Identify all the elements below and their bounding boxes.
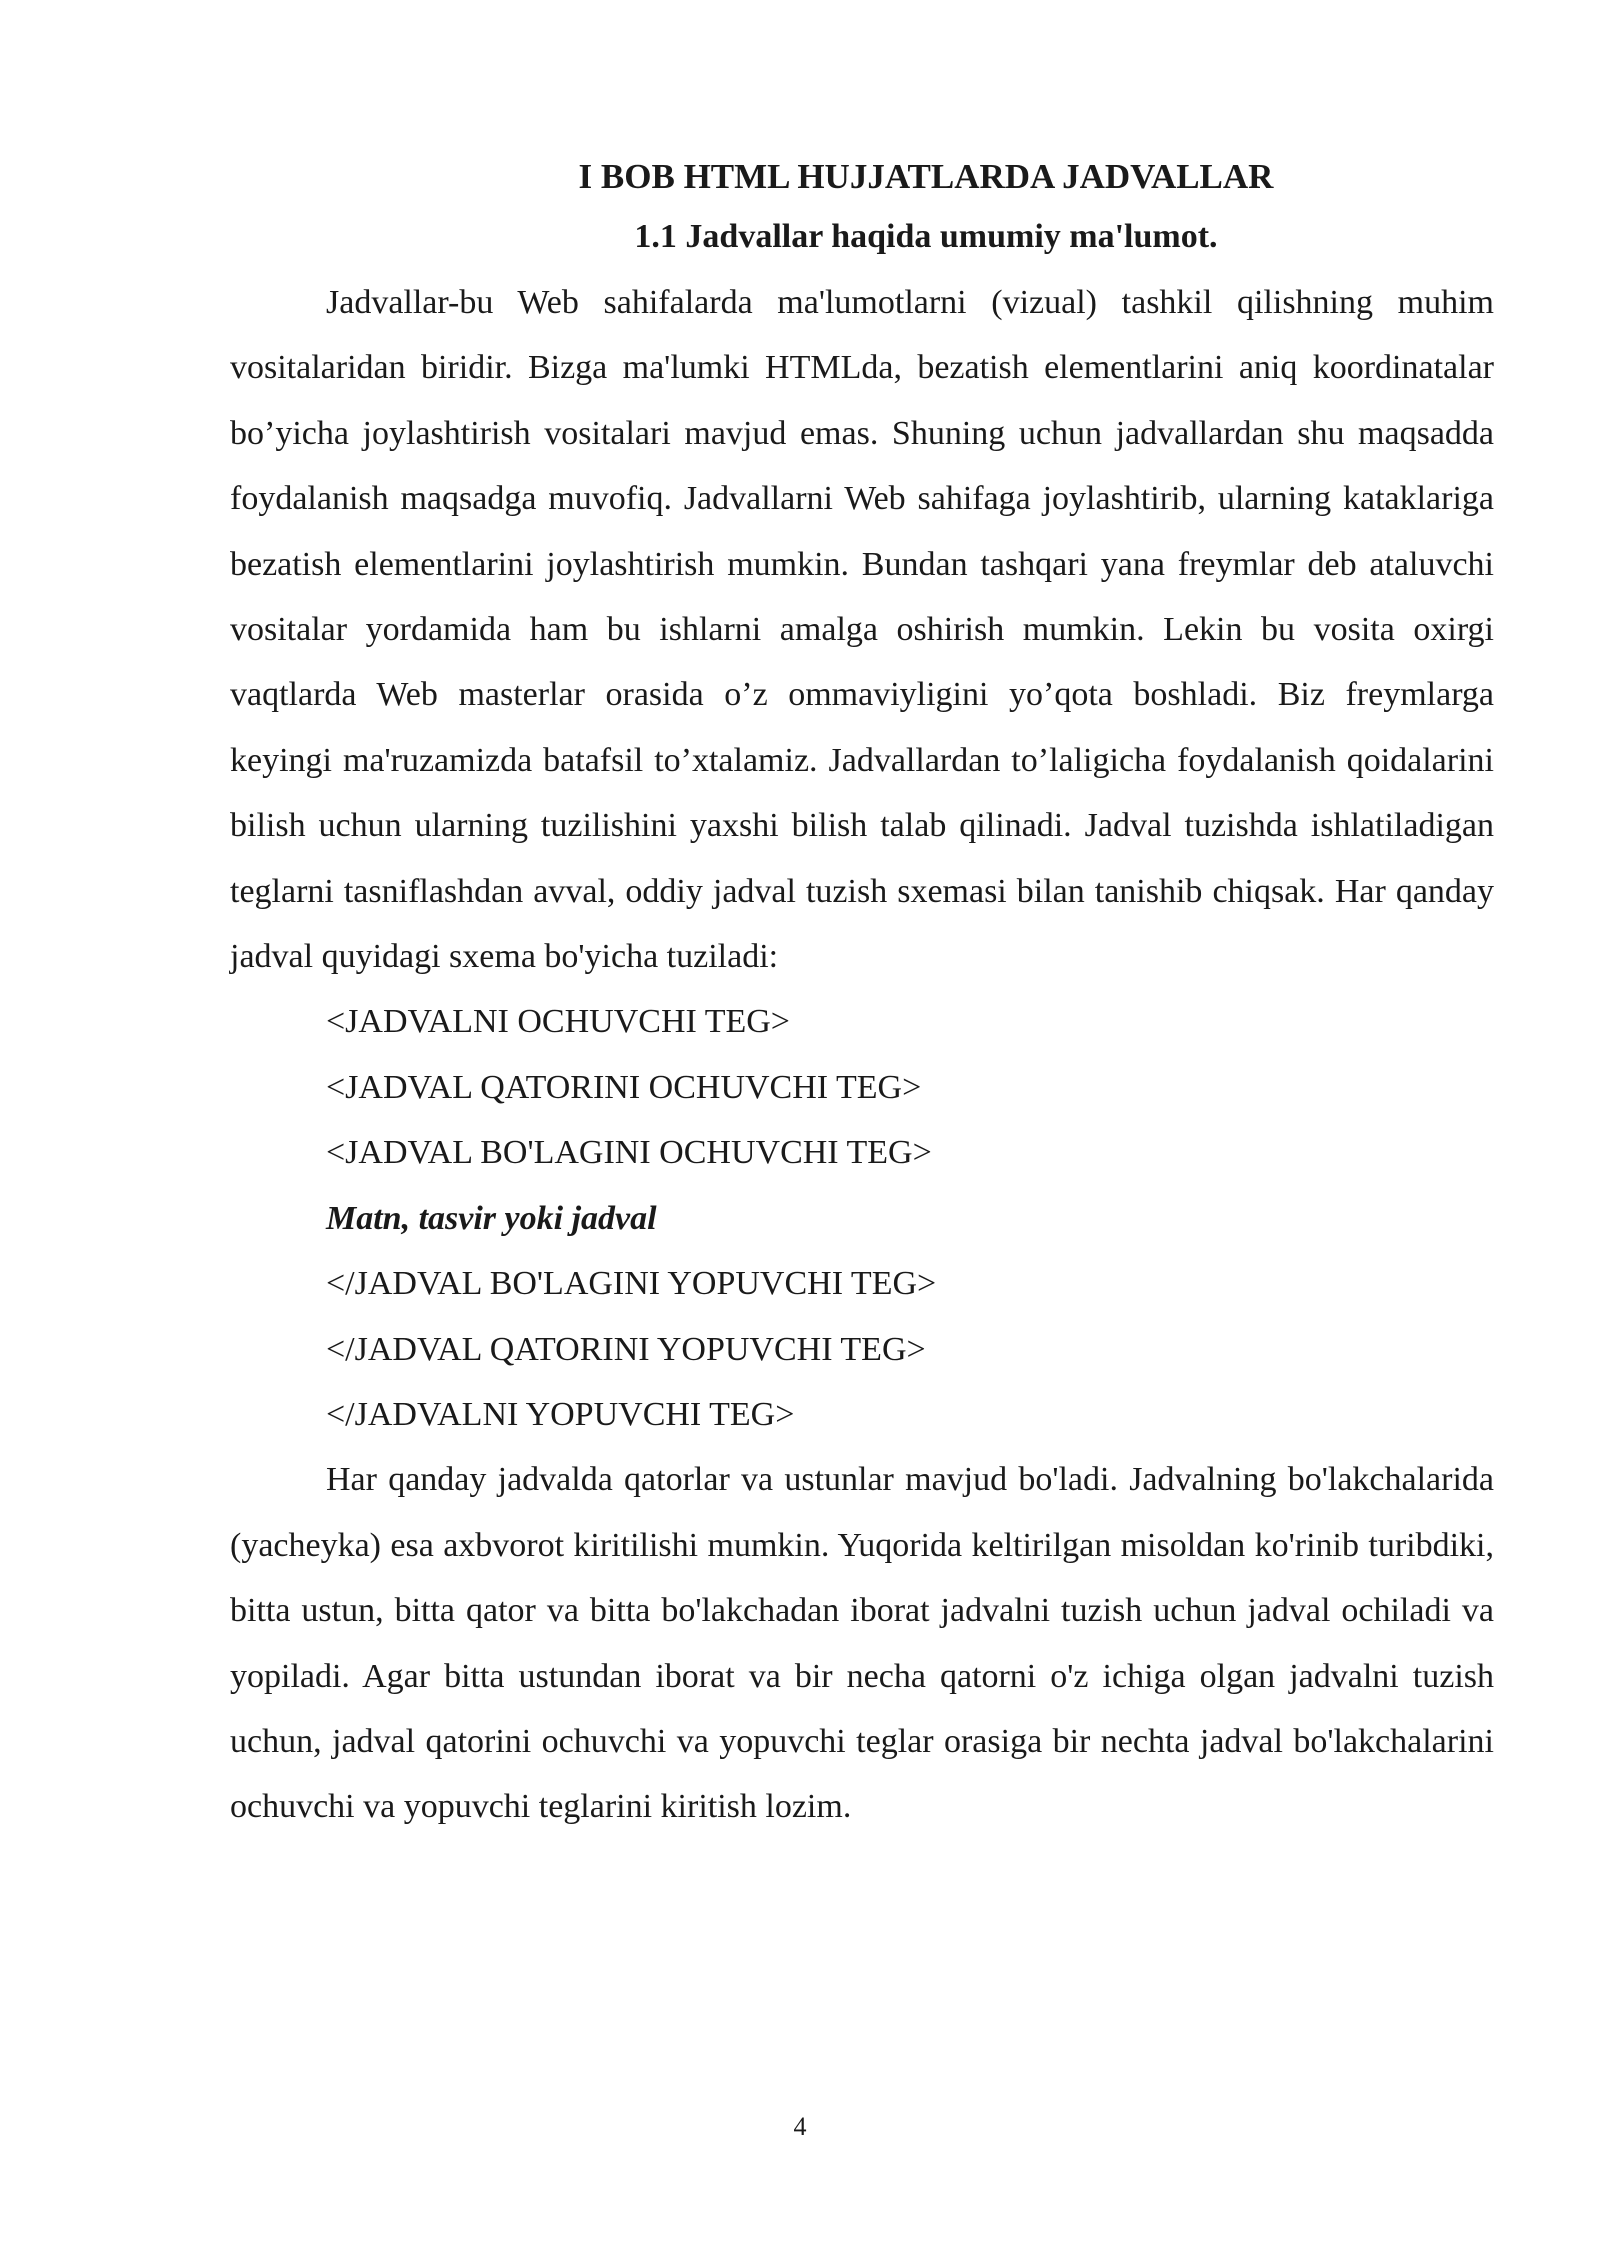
scheme-line-row-open: <JADVAL QATORINI OCHUVCHI TEG> [326, 1068, 922, 1106]
page-content [230, 150, 1494, 1840]
scheme-line-row-close: </JADVAL QATORINI YOPUVCHI TEG> [326, 1330, 926, 1368]
table-scheme [230, 989, 1494, 1447]
scheme-line-table-open: <JADVALNI OCHUVCHI TEG> [326, 1003, 790, 1041]
scheme-line-cell-open: <JADVAL BO'LAGINI OCHUVCHI TEG> [326, 1134, 932, 1172]
section-title: 1.1 Jadvallar haqida umumiy ma'lumot. [634, 218, 1218, 255]
page-number: 4 [793, 2112, 807, 2141]
scheme-line-cell-close: </JADVAL BO'LAGINI YOPUVCHI TEG> [326, 1265, 937, 1303]
chapter-title: I BOB HTML HUJJATLARDA JADVALLAR [578, 157, 1274, 196]
scheme-line-content: Matn, tasvir yoki jadval [326, 1199, 657, 1237]
scheme-line-table-close: </JADVALNI YOPUVCHI TEG> [326, 1395, 795, 1433]
closing-paragraph: Har qanday jadvalda qatorlar va ustunlar mavjud bo'ladi. Jadvalning bo'lakchalarida (yacheyka) esa axbvorot kiritilishi mumkin. Yuqorida keltirilgan misoldan ko'rinib turibdiki, bitta ustun, bitta qator va bitta bo'lakchadan iborat jadvalni tuzish uchun jadval ochiladi va yopiladi. Agar bitta ustundan iborat va bir necha qatorni o'z ichiga olgan jadvalni tuzish uchun, jadval qatorini ochuvchi va yopuvchi teglar orasiga bir nechta jadval bo'lakchalarini ochuvchi va yopuvchi teglarini kiritish lozim. [230, 1461, 1494, 1826]
intro-paragraph: Jadvallar-bu Web sahifalarda ma'lumotlarni (vizual) tashkil qilishning muhim vositalaridan biridir. Bizga ma'lumki HTMLda, bezatish elementlarini aniq koordinatalar bo’yicha joylashtirish vositalari mavjud emas. Shuning uchun jadvallardan shu maqsadda foydalanish maqsadga muvofiq. Jadvallarni Web sahifaga joylashtirib, ularning kataklariga bezatish elementlarini joylashtirish mumkin. Bundan tashqari yana freymlar deb ataluvchi vositalar yordamida ham bu ishlarni amalga oshirish mumkin. Lekin bu vosita oxirgi vaqtlarda Web masterlar orasida o’z ommaviyligini yo’qota boshladi. Biz freymlarga keyingi ma'ruzamizda batafsil to’xtalamiz. Jadvallardan to’laligicha foydalanish qoidalarini bilish uchun ularning tuzilishini yaxshi bilish talab qilinadi. Jadval tuzishda ishlatiladigan teglarni tasniflashdan avval, oddiy jadval tuzish sxemasi bilan tanishib chiqsak. Har qanday jadval quyidagi sxema bo'yicha tuziladi: [230, 284, 1494, 976]
